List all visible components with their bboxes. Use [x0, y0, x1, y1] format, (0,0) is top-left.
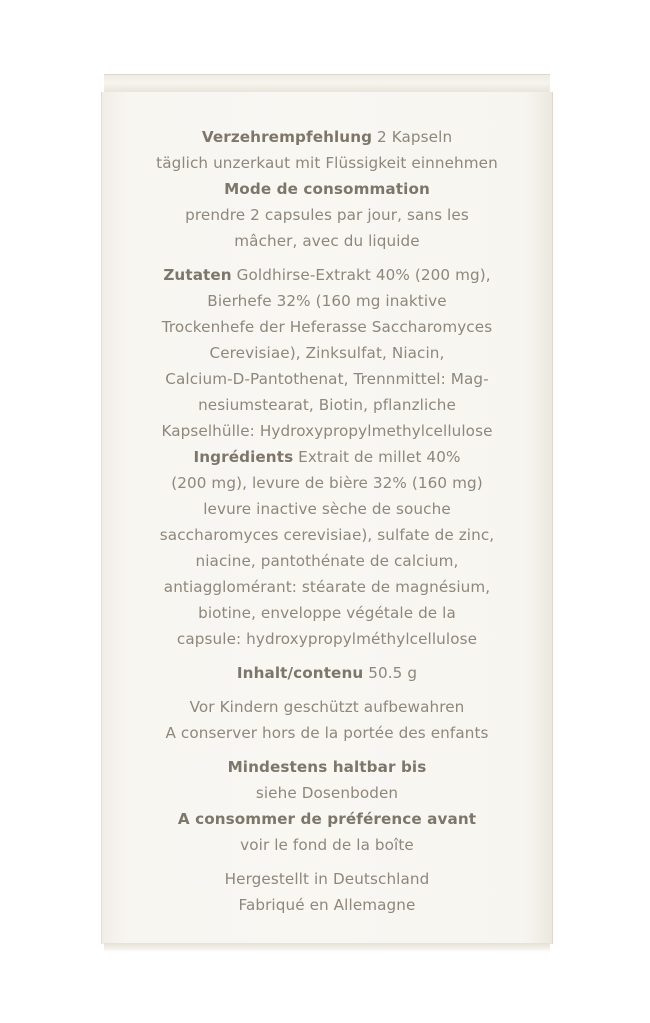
box-lid-edge: [104, 74, 550, 94]
dosage-de-line-1: [112, 124, 542, 150]
storage-de: Vor Kindern geschützt aufbewahren: [189, 698, 465, 716]
label-text: [112, 124, 542, 918]
origin-de: Hergestellt in Deutschland: [224, 870, 430, 888]
content-line: [112, 660, 542, 686]
ingredients-de-text: Goldhirse-Extrakt 40% (200 mg),: [231, 266, 491, 284]
ingredients-de-heading: Zutaten: [163, 266, 232, 284]
dosage-fr-heading: Mode de consommation: [224, 180, 430, 198]
ingredients-fr-line: antiagglomérant: stéarate de magnésium,: [163, 578, 491, 596]
ingredients-fr-line: (200 mg), levure de bière 32% (160 mg): [171, 474, 483, 492]
ingredients-de-line: Calcium-D-Pantothenat, Trennmittel: Mag-: [165, 370, 489, 388]
ingredients-fr-line-1: [112, 444, 542, 470]
ingredients-de-line: Bierhefe 32% (160 mg inaktive: [207, 292, 447, 310]
dosage-de-text: 2 Kapseln: [372, 128, 453, 146]
ingredients-fr-line: saccharomyces cerevisiae), sulfate de zinc,: [159, 526, 495, 544]
ingredients-fr-line: biotine, enveloppe végétale de la: [198, 604, 456, 622]
dosage-fr-line-1: prendre 2 capsules par jour, sans les: [185, 206, 469, 224]
content-value: 50.5 g: [363, 664, 418, 682]
bestbefore-fr-heading: A consommer de préférence avant: [177, 810, 477, 828]
bestbefore-de-heading: Mindestens haltbar bis: [227, 758, 427, 776]
dosage-fr-line-2: mâcher, avec du liquide: [234, 232, 420, 250]
bestbefore-fr-text: voir le fond de la boîte: [240, 836, 414, 854]
ingredients-fr-line: niacine, pantothénate de calcium,: [195, 552, 459, 570]
ingredients-fr-text: Extrait de millet 40%: [293, 448, 461, 466]
ingredients-fr-line: levure inactive sèche de souche: [203, 500, 451, 518]
bestbefore-de-text: siehe Dosenboden: [255, 784, 399, 802]
ingredients-de-line: nesiumstearat, Biotin, pflanzliche: [198, 396, 456, 414]
content-heading: Inhalt/contenu: [236, 664, 364, 682]
origin-fr: Fabriqué en Allemagne: [238, 896, 416, 914]
ingredients-de-line-1: [112, 262, 542, 288]
dosage-de-heading: Verzehrempfehlung: [201, 128, 373, 146]
ingredients-de-line: Kapselhülle: Hydroxypropylmethylcellulose: [161, 422, 493, 440]
box-bottom-edge: [104, 943, 550, 952]
storage-fr: A conserver hors de la portée des enfants: [165, 724, 489, 742]
ingredients-fr-line: capsule: hydroxypropylméthylcellulose: [176, 630, 478, 648]
ingredients-fr-heading: Ingrédients: [193, 448, 294, 466]
ingredients-de-line: Trockenhefe der Heferasse Saccharomyces: [161, 318, 493, 336]
dosage-de-line-2: täglich unzerkaut mit Flüssigkeit einnehmen: [156, 154, 498, 172]
ingredients-de-line: Cerevisiae), Zinksulfat, Niacin,: [209, 344, 445, 362]
